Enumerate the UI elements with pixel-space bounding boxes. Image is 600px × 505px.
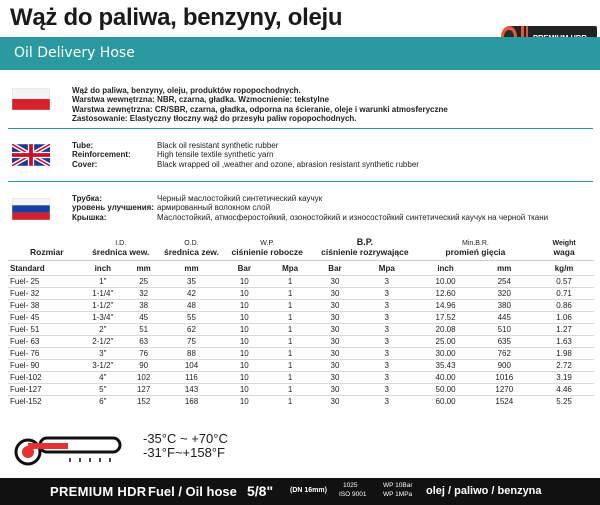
table-cell: 380 bbox=[497, 301, 511, 310]
table-cell: 3.19 bbox=[556, 373, 572, 382]
header-cell: W.P. bbox=[260, 240, 275, 247]
table-row bbox=[8, 312, 594, 324]
table-cell: 35.43 bbox=[435, 361, 456, 370]
footer-wp-mpa: WP 1MPa bbox=[383, 491, 413, 498]
table-cell: 104 bbox=[184, 361, 199, 370]
table-cell: 10 bbox=[239, 325, 249, 334]
ru-label: уровень улучшения: bbox=[72, 203, 154, 213]
table-cell: 4" bbox=[99, 373, 107, 382]
divider bbox=[8, 128, 593, 129]
table-cell: 2" bbox=[99, 325, 107, 334]
table-cell: 0.57 bbox=[556, 277, 572, 286]
unit-cell: mm bbox=[162, 261, 222, 276]
ru-label: Крышка: bbox=[72, 212, 107, 222]
table-cell: 30 bbox=[330, 289, 340, 298]
table-cell: 143 bbox=[184, 385, 199, 394]
footer-iso-top: 1025 bbox=[343, 482, 358, 489]
table-cell: Fuel- 76 bbox=[10, 349, 40, 358]
table-cell: 1-1/4" bbox=[92, 289, 114, 298]
table-cell: 17.52 bbox=[435, 313, 456, 322]
ru-description bbox=[72, 194, 548, 222]
en-description bbox=[72, 141, 419, 169]
footer-dn: (DN 16mm) bbox=[290, 487, 327, 494]
ru-label: Трубка: bbox=[72, 194, 102, 203]
table-cell: 10 bbox=[239, 289, 249, 298]
table-cell: 76 bbox=[139, 349, 149, 358]
table-cell: 30 bbox=[330, 313, 340, 322]
table-cell: Fuel- 45 bbox=[10, 313, 40, 322]
table-cell: 1270 bbox=[495, 385, 514, 394]
table-cell: 1 bbox=[287, 349, 293, 358]
header-cell: średnica wew. bbox=[92, 247, 150, 257]
table-group-header bbox=[8, 247, 594, 261]
table-cell: 1 bbox=[287, 301, 293, 310]
table-cell: 3 bbox=[384, 337, 389, 346]
table-row bbox=[8, 276, 594, 288]
table-cell: 3 bbox=[384, 301, 389, 310]
table-cell: 0.71 bbox=[556, 289, 572, 298]
en-row bbox=[72, 141, 419, 150]
table-cell: 1-1/2" bbox=[92, 301, 114, 310]
unit-cell: Standard bbox=[8, 261, 80, 276]
table-cell: 25 bbox=[139, 277, 149, 286]
table-cell: 30 bbox=[330, 301, 340, 310]
en-value: Black wrapped oil ,weather and ozone, abrasion resistant synthetic rubber bbox=[157, 159, 419, 169]
table-cell: 30 bbox=[330, 337, 340, 346]
header-cell: ciśnienie robocze bbox=[231, 247, 303, 257]
pl-line: Zastosowanie: Elastyczny tłoczny wąż do przesyłu paliw ropopochodnych. bbox=[72, 113, 357, 123]
en-label: Reinforcement: bbox=[72, 150, 131, 160]
pl-description bbox=[72, 86, 448, 123]
header-cell: Rozmiar bbox=[30, 247, 64, 257]
table-cell: 1-3/4" bbox=[92, 313, 114, 322]
russia-flag-icon bbox=[12, 198, 50, 220]
ru-row bbox=[72, 213, 548, 222]
table-cell: 3 bbox=[384, 313, 389, 322]
unit-cell: Bar bbox=[221, 261, 267, 276]
footer-usage: olej / paliwo / benzyna bbox=[426, 485, 542, 497]
table-row bbox=[8, 384, 594, 396]
table-cell: 510 bbox=[497, 325, 511, 334]
en-row bbox=[72, 160, 419, 169]
table-cell: 10 bbox=[239, 277, 249, 286]
table-cell: 2.72 bbox=[556, 361, 572, 370]
table-cell: 1.27 bbox=[556, 325, 572, 334]
table-cell: Fuel- 25 bbox=[10, 277, 40, 286]
table-cell: 42 bbox=[187, 289, 196, 298]
table-row bbox=[8, 348, 594, 360]
table-cell: 1.06 bbox=[556, 313, 572, 322]
table-cell: 1" bbox=[99, 277, 107, 286]
table-row bbox=[8, 324, 594, 336]
temperature-range bbox=[143, 432, 228, 460]
table-cell: 3 bbox=[384, 385, 389, 394]
table-cell: 51 bbox=[139, 325, 149, 334]
header-cell: O.D. bbox=[184, 240, 199, 247]
ru-row bbox=[72, 203, 548, 212]
table-cell: 3 bbox=[384, 361, 389, 370]
thermometer-icon bbox=[10, 432, 130, 472]
table-cell: 30 bbox=[330, 277, 340, 286]
table-cell: 10 bbox=[239, 301, 249, 310]
table-cell: 6" bbox=[99, 397, 107, 406]
table-cell: 1 bbox=[287, 397, 293, 406]
unit-cell: inch bbox=[80, 261, 126, 276]
table-cell: 3 bbox=[384, 349, 389, 358]
table-cell: Fuel- 32 bbox=[10, 289, 40, 298]
ru-value: Черный маслостойкий синтетический каучук bbox=[157, 194, 323, 203]
table-cell: 3-1/2" bbox=[92, 361, 114, 370]
table-cell: 168 bbox=[184, 397, 199, 406]
table-cell: 30 bbox=[330, 325, 340, 334]
table-cell: 3 bbox=[384, 325, 389, 334]
header-cell bbox=[8, 235, 80, 247]
table-cell: 50.00 bbox=[435, 385, 456, 394]
header-cell: Min.B.R. bbox=[461, 240, 489, 247]
table-cell: 3 bbox=[384, 373, 389, 382]
table-cell: 30 bbox=[330, 385, 340, 394]
ru-value: армированный волокном слой bbox=[157, 203, 271, 213]
table-cell: 116 bbox=[185, 373, 198, 382]
table-row bbox=[8, 396, 594, 408]
table-cell: 1 bbox=[287, 373, 293, 382]
footer-wp-bar: WP 10Bar bbox=[383, 482, 413, 489]
table-cell: 62 bbox=[187, 325, 196, 334]
en-row bbox=[72, 150, 419, 159]
table-cell: 10 bbox=[239, 373, 249, 382]
table-cell: 445 bbox=[497, 313, 511, 322]
table-row bbox=[8, 300, 594, 312]
table-cell: 75 bbox=[187, 337, 196, 346]
table-cell: 900 bbox=[497, 361, 511, 370]
table-cell: 0.86 bbox=[556, 301, 572, 310]
table-cell: 762 bbox=[497, 349, 511, 358]
table-cell: 30 bbox=[330, 397, 340, 406]
unit-cell: Mpa bbox=[357, 261, 417, 276]
table-cell: 5" bbox=[99, 385, 107, 394]
table-cell: 635 bbox=[497, 337, 511, 346]
table-cell: 10 bbox=[239, 313, 249, 322]
header-cell: ciśnienie rozrywające bbox=[321, 247, 409, 257]
table-cell: 12.60 bbox=[435, 289, 456, 298]
temp-celsius: -35°C ~ +70°C bbox=[143, 431, 228, 446]
table-row bbox=[8, 372, 594, 384]
table-cell: 10.00 bbox=[435, 277, 456, 286]
table-cell: 30.00 bbox=[435, 349, 456, 358]
table-cell: 45 bbox=[139, 313, 149, 322]
footer-iso-bottom: ISO 9001 bbox=[339, 491, 367, 498]
table-cell: 10 bbox=[239, 397, 249, 406]
table-cell: 102 bbox=[136, 373, 151, 382]
table-cell: 38 bbox=[139, 301, 149, 310]
pl-line: Wąż do paliwa, benzyny, oleju, produktów ropopochodnych. bbox=[72, 86, 301, 95]
table-group-header bbox=[8, 235, 594, 247]
header-cell: promień gięcia bbox=[445, 247, 506, 257]
table-cell: 1016 bbox=[495, 373, 514, 382]
table-cell: 88 bbox=[187, 349, 196, 358]
footer-brand: PREMIUM HDR bbox=[50, 484, 147, 499]
table-cell: 2-1/2" bbox=[92, 337, 114, 346]
table-cell: 30 bbox=[330, 373, 340, 382]
unit-cell: mm bbox=[126, 261, 162, 276]
table-cell: 10 bbox=[239, 361, 249, 370]
table-cell: 1 bbox=[287, 325, 293, 334]
unit-cell: inch bbox=[417, 261, 475, 276]
table-cell: 40.00 bbox=[435, 373, 456, 382]
header-cell: waga bbox=[553, 247, 575, 257]
temp-fahrenheit: -31°F~+158°F bbox=[143, 445, 225, 460]
table-cell: 3 bbox=[384, 289, 389, 298]
table-cell: Fuel- 63 bbox=[10, 337, 40, 346]
ru-value: Маслостойкий, атмосферостойкий, озоностойкий и износостойкий синтетический каучук на черной ткани bbox=[157, 212, 549, 222]
table-cell: Fuel- 51 bbox=[10, 325, 40, 334]
divider bbox=[8, 181, 593, 182]
en-value: Black oil resistant synthetic rubber bbox=[157, 141, 279, 150]
table-cell: 1 bbox=[287, 361, 293, 370]
footer-type: Fuel / Oil hose bbox=[148, 484, 237, 499]
unit-cell: Bar bbox=[313, 261, 357, 276]
table-cell: Fuel-127 bbox=[10, 385, 42, 394]
table-cell: Fuel- 38 bbox=[10, 301, 40, 310]
table-cell: 3 bbox=[384, 277, 389, 286]
table-cell: 32 bbox=[139, 289, 149, 298]
unit-cell: kg/m bbox=[534, 261, 594, 276]
table-cell: 10 bbox=[239, 349, 249, 358]
table-cell: 1 bbox=[287, 337, 293, 346]
table-cell: 25.00 bbox=[435, 337, 456, 346]
table-cell: 1 bbox=[287, 277, 293, 286]
poland-flag-icon bbox=[12, 88, 50, 110]
table-cell: 5.25 bbox=[556, 397, 572, 406]
table-cell: 10 bbox=[239, 385, 249, 394]
header-cell: Weight bbox=[552, 240, 576, 247]
table-cell: Fuel- 90 bbox=[10, 361, 40, 370]
table-cell: 90 bbox=[139, 361, 149, 370]
header-cell: B.P. bbox=[356, 237, 374, 247]
table-cell: 254 bbox=[497, 277, 511, 286]
table-cell: 127 bbox=[136, 385, 151, 394]
table-row bbox=[8, 360, 594, 372]
table-cell: 1524 bbox=[495, 397, 514, 406]
header-cell: średnica zew. bbox=[164, 247, 219, 257]
en-value: High tensile textile synthetic yarn bbox=[157, 150, 274, 160]
table-cell: Fuel-152 bbox=[10, 397, 42, 406]
uk-flag-icon bbox=[12, 144, 50, 166]
table-cell: 1 bbox=[287, 289, 293, 298]
table-cell: 1 bbox=[287, 385, 293, 394]
table-row bbox=[8, 336, 594, 348]
table-cell: 14.96 bbox=[435, 301, 456, 310]
table-cell: 4.46 bbox=[556, 385, 572, 394]
subtitle: Oil Delivery Hose bbox=[14, 45, 135, 61]
footer-size: 5/8" bbox=[247, 483, 274, 499]
table-cell: 35 bbox=[187, 277, 196, 286]
table-cell: 320 bbox=[497, 289, 511, 298]
unit-cell: Mpa bbox=[267, 261, 313, 276]
table-cell: 55 bbox=[187, 313, 196, 322]
table-cell: 48 bbox=[187, 301, 196, 310]
table-cell: 30 bbox=[330, 361, 340, 370]
table-cell: 10 bbox=[239, 337, 249, 346]
table-cell: Fuel-102 bbox=[10, 373, 42, 382]
table-cell: 1.63 bbox=[556, 337, 572, 346]
en-label: Cover: bbox=[72, 159, 98, 169]
footer-band bbox=[0, 478, 600, 505]
table-cell: 1.98 bbox=[556, 349, 572, 358]
page-title: Wąż do paliwa, benzyny, oleju bbox=[10, 4, 343, 31]
table-cell: 3 bbox=[384, 397, 389, 406]
table-cell: 60.00 bbox=[435, 397, 456, 406]
table-cell: 20.08 bbox=[435, 325, 456, 334]
table-cell: 3" bbox=[99, 349, 107, 358]
table-units-row bbox=[8, 261, 594, 276]
table-row bbox=[8, 288, 594, 300]
table-cell: 1 bbox=[287, 313, 293, 322]
header-cell: I.D. bbox=[115, 240, 127, 247]
pl-line: Warstwa zewnętrzna: CR/SBR, czarna, gładka, odporna na ścieranie, oleje i warunki atmosferyczne bbox=[72, 104, 448, 114]
table-cell: 30 bbox=[330, 349, 340, 358]
spec-table-body bbox=[8, 276, 594, 408]
unit-cell: mm bbox=[474, 261, 534, 276]
en-label: Tube: bbox=[72, 141, 94, 150]
table-cell: 152 bbox=[136, 397, 151, 406]
spec-table bbox=[8, 235, 594, 407]
ru-row bbox=[72, 194, 548, 203]
pl-line: Warstwa wewnętrzna: NBR, czarna, gładka. Wzmocnienie: tekstylne bbox=[72, 95, 330, 105]
table-cell: 63 bbox=[139, 337, 149, 346]
